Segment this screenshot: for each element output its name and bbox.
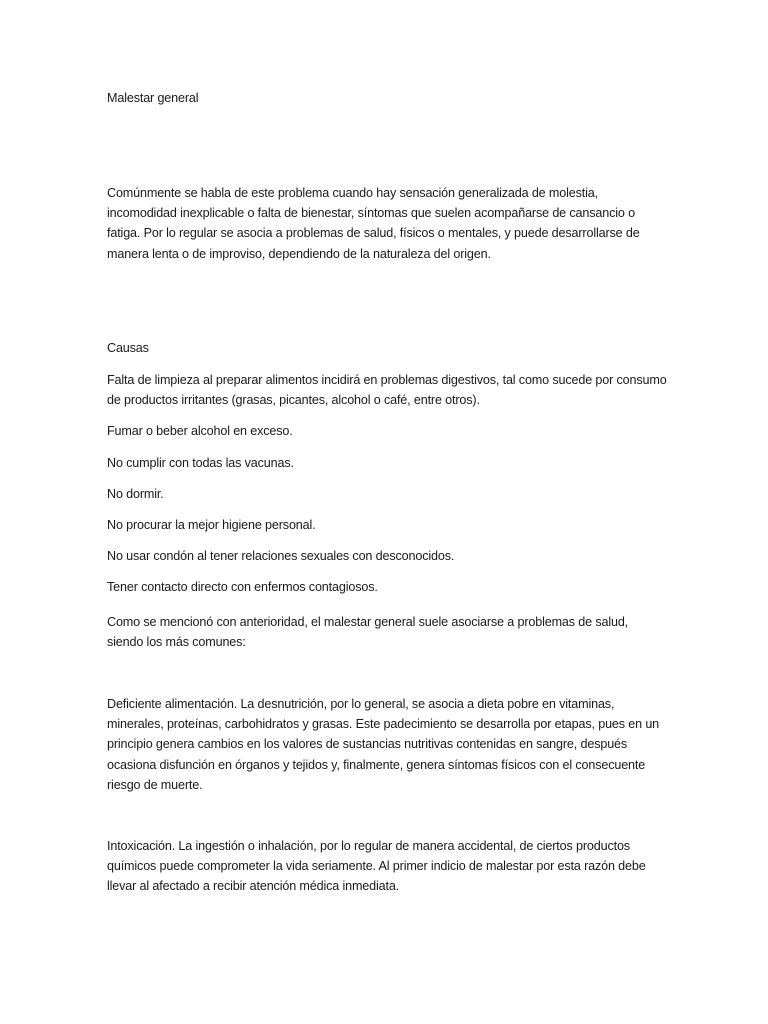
transition-paragraph: Como se mencionó con anterioridad, el malestar general suele asociarse a problemas de salud, siendo los más comunes:	[107, 615, 629, 650]
cause-item: No usar condón al tener relaciones sexuales con desconocidos.	[107, 549, 455, 564]
cause-item: Falta de limpieza al preparar alimentos incidirá en problemas digestivos, tal como sucede por consumo de productos irritantes (grasas, picantes, alcohol o café, entre otros).	[107, 373, 667, 408]
condition-paragraph-malnutrition: Deficiente alimentación. La desnutrición, por lo general, se asocia a dieta pobre en vitaminas, minerales, proteínas, carbohidratos y grasas. Este padecimiento se desarrolla por etapas, pues en un principio genera cambios en los valores de sustancias nutritivas contenidas en sangre, después ocasiona disfunción en órganos y tejidos y, finalmente, genera síntomas físicos con el consecuente riesgo de muerte.	[107, 697, 660, 792]
page-title: Malestar general	[107, 91, 199, 105]
causes-list	[107, 370, 667, 609]
causes-heading: Causas	[107, 341, 149, 355]
cause-item: No cumplir con todas las vacunas.	[107, 455, 294, 470]
condition-paragraph-intoxication: Intoxicación. La ingestión o inhalación, por lo regular de manera accidental, de ciertos productos químicos puede comprometer la vida seriamente. Al primer indicio de malestar por esta razón debe llevar al afectado a recibir atención médica inmediata.	[107, 839, 646, 894]
cause-item: Tener contacto directo con enfermos contagiosos.	[107, 580, 378, 595]
intro-paragraph: Comúnmente se habla de este problema cuando hay sensación generalizada de molestia, incomodidad inexplicable o falta de bienestar, síntomas que suelen acompañarse de cansancio o fatiga. Por lo regular se asocia a problemas de salud, físicos o mentales, y puede desarrollarse de manera lenta o de improviso, dependiendo de la naturaleza del origen.	[107, 186, 640, 261]
cause-item: Fumar o beber alcohol en exceso.	[107, 424, 293, 439]
cause-item: No procurar la mejor higiene personal.	[107, 518, 316, 533]
cause-item: No dormir.	[107, 486, 164, 501]
